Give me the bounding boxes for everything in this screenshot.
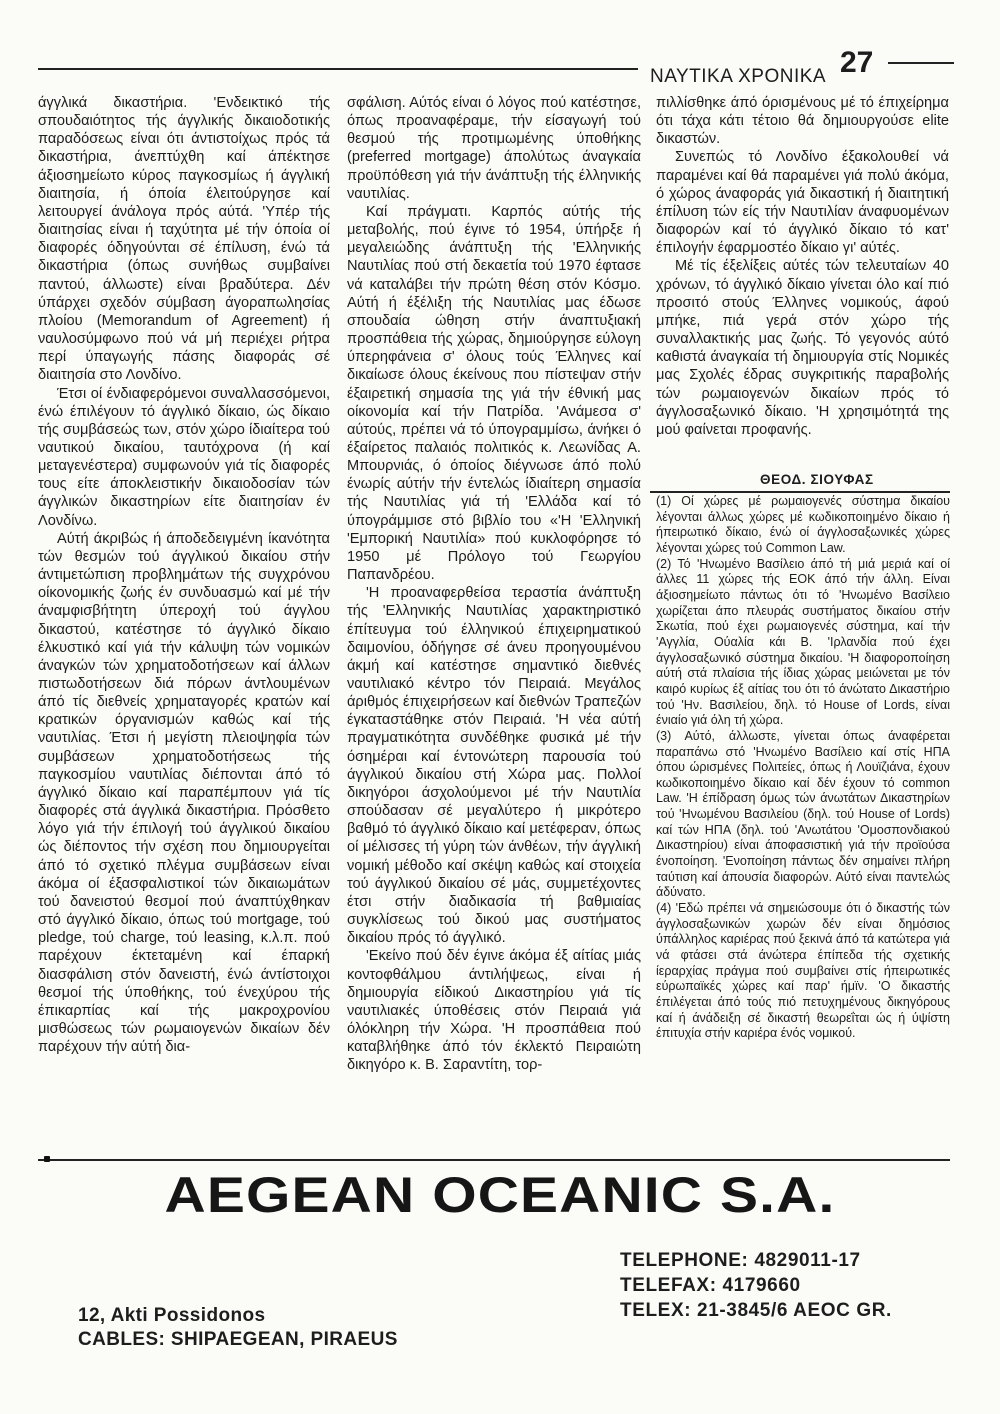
article-paragraph: Καί πράγματι. Καρπός αύτής τής μεταβολής, πού έγινε τό 1954, ύπήρξε ή μεγαλειώδης άνάπτυξη τής 'Ελληνικής Ναυτιλίας πού στή δεκαετία τού 1970 έφτασε νά καταλάβει τήν πρώτη θέση στόν Κόσμο. Αύτή ή έξέλιξη τής Ναυτιλίας μας έδωσε σπουδαία ώθηση στήν άναπτυξιακή προσπάθεια τής χώρας, δημιούργησε εύλογη ύπερηφάνεια σ' όλους τούς Έλληνες καί δικαίωσε όλους έκείνους που πίστεψαν στήν έξαιρετική σημασία της γιά τήν έθνική μας οίκονομία καί τήν Πατρίδα. 'Ανάμεσα σ' αύτούς, πρέπει νά τό ύπογραμμίσω, άνήκει ό έξαίρετος παλαιός πολιτικός κ. Λεωνίδας Α. Μπουρνιάς, ό όποίος διέγνωσε άπό πολύ ένωρίς αύτήν τήν έντελώς ίδιαίτερη σημασία τής Ναυτιλίας γιά τή 'Ελλάδα καί τό ύπογράμμισε στό βιβλίο του «'Η 'Ελληνική 'Εμπορική Ναυτιλία» πού κυκλοφόρησε τό 1950 μέ Πρόλογο τού Γεωργίου Παπανδρέου. <box>347 203 641 584</box>
footnote: (3) Αύτό, άλλωστε, γίνεται όπως άναφέρεται παραπάνω στό 'Ηνωμένο Βασίλειο καί στίς ΗΠΑ όπου ώρισμένες Πολιτείες, όπως ή Λουϊζιάνα, έχουν κωδικοποιημένο δίκαιο καί δέν έχουν τό common Law. 'Η έπίδραση όμως τών άνωτάτων Δικαστηρίων τού 'Ηνωμένου Βασιλείου (δηλ. τού House of Lords) καί τών ΗΠΑ (δηλ. τού 'Ανωτάτου 'Ομοσπονδιακού Δικαστηρίου) είναι άποφασιστική γιά τήν προϊούσα ένοποίηση. 'Ενοποίηση πάντως δέν σημαίνει πλήρη ταύτιση καί άπουσία διαφορών. Αύτό είναι παντελώς άδύνατο. <box>656 728 950 900</box>
author-signature: ΘΕΟΔ. ΣΙΟΥΦΑΣ <box>760 472 874 487</box>
header-rule-right <box>888 62 954 64</box>
advertisement-divider <box>38 1159 950 1161</box>
advertiser-telex: TELEX: 21-3845/6 AEOC GR. <box>620 1300 892 1321</box>
footnote: (1) Οί χώρες μέ ρωμαιογενές σύστημα δικαίου λέγονται άλλως χώρες μέ κωδικοποιημένο δίκαιο ή ήπειρωτικό δίκαιο, ένώ οί άγγλοσαξωνικές χώρες λέγονται χώρες τού Common Law. <box>656 494 950 555</box>
divider-bullet <box>44 1156 50 1162</box>
article-column-1 <box>38 94 330 1156</box>
article-paragraph: πιλλίσθηκε άπό όρισμένους μέ τό έπιχείρημα ότι τάχα κάτι τέτοιο θά δημιουργούσε elite δικαστών. <box>656 95 949 148</box>
advertiser-cables: CABLES: SHIPAEGEAN, PIRAEUS <box>78 1329 398 1350</box>
article-column-2 <box>347 94 641 1156</box>
article-paragraph: 'Εκείνο πού δέν έγινε άκόμα έξ αίτίας μιάς κοντοφθάλμου άντιλήψεως, είναι ή δημιουργία είδικού Δικαστηρίου γιά τίς ναυτιλιακές ύποθέσεις στόν Πειραιά γιά όλόκληρη τήν Χώρα. 'Η προσπάθεια πού καταβλήθηκε άπό τόν έκλεκτό Πειραιώτη δικηγόρο κ. Β. Σαραντίτη, τορ- <box>347 948 641 1074</box>
advertiser-telefax: TELEFAX: 4179660 <box>620 1275 801 1296</box>
article-paragraph: Έτσι οί ένδιαφερόμενοι συναλλασσόμενοι, ένώ έπιλέγουν τό άγγλικό δίκαιο, ώς δίκαιο τής συμβάσεώς των, στόν χώρο ίδιαίτερα τού ναυτικού δικαίου, ταυτόχρονα (ή καί μεταγενέστερα) συμφωνούν γιά τίς διαφορές τους είτε άποκλειστικήν δικαιοδοσίαν τών άγγλικών δικαστηρίων είτε διαιτησίαν έν Λονδίνω. <box>38 385 330 529</box>
advertiser-contacts <box>620 1248 892 1323</box>
article-paragraph: Αύτή άκριβώς ή άποδεδειγμένη ίκανότητα τών θεσμών τού άγγλικού δικαίου στήν άντιμετώπιση προβλημάτων τής συγχρόνου οίκονομικής ζωής έν συνδυασμώ καί μέ τήν άναμφισβήτητη ύπεροχή τού άγγλου δικαστού, κατέστησε τό άγγλικό δίκαιο έλκυστικό καί γιά τήν κάλυψη τών νομικών άναγκών τών χρηματοδοτήσεων καί άλλων πιστωδοτήσεων διά πόρων άντλουμένων άπό τίς διεθνείς χρηματαγορές κρατών καί κρατικών όργανισμών καθώς καί τής ναυτιλίας. Έτσι ή μεγίστη πλειοψηφία τών συμβάσεων χρηματοδοτήσεως τής παγκοσμίου ναυτιλίας διέπονται άπό τό άγγλικό δίκαιο καί παραπέμπουν γιά τίς διαφορές στά άγγλικά δικαστήρια. Πρόσθετο λόγο γιά τήν έπιλογή τού άγγλικού δικαίου ώς διέποντος τήν σχέση που δημιουργείται άπό τό σχετικό πλέγμα συμβάσεων είναι άκόμα οί έξασφαλιστικοί τών δικαιωμάτων τού δανειστού θεσμοί πού άναπτύχθηκαν στό άγγλικό δίκαιο, όπως τού mortgage, τού pledge, τού charge, τού leasing, κ.λ.π. πού παρέχουν έκτεταμένη καί έπαρκή διασφάλιση στόν δανειστή, ένώ άντίστοιχοι θεσμοί τής ύποθήκης, τού ένεχύρου τής έπικαρπίας καί τής μακροχρονίου μισθώσεως τών ρωμαιογενών δικαίων δέν παρέχουν τήν αύτή δια- <box>38 530 330 1056</box>
article-paragraph: Μέ τίς έξελίξεις αύτές τών τελευταίων 40 χρόνων, τό άγγλικό δίκαιο γίνεται όλο καί πιό προσιτό στούς Έλληνες νομικούς, άφού μπήκε, πιά γερά στόν χώρο τής συναλλακτικής μας ζωής. Τό γεγονός αύτό καθιστά άναγκαία τή δημιουργία στίς Νομικές μας Σχολές έδρας συγκριτικής παραβολής τών ρωμαιογενών δικαίων πρός τό άγγλοσαξωνικό δίκαιο. 'Η χρησιμότητά της μού φαίνεται προφανής. <box>656 258 949 438</box>
advertiser-name: AEGEAN OCEANIC S.A. <box>164 1167 836 1223</box>
advertiser-telephone: TELEPHONE: 4829011-17 <box>620 1250 861 1271</box>
article-paragraph: 'Η προαναφερθείσα τεραστία άνάπτυξη τής 'Ελληνικής Ναυτιλίας χαρακτηριστικό έπίτευγμα τού έλληνικού έπιχειρηματικού δαιμονίου, όδήγησε σέ άνευ προηγουμένου άκμή καί κατέστησε σημαντικό διεθνές ναυτιλιακό κέντρο τόν Πειραιά. Μεγάλος άριθμός έπιχειρήσεων καί διεθνών Τραπεζών έγκαταστάθηκε στόν Πειραιά. 'Η νέα αύτή πραγματικότητα συνδέθηκε φυσικά μέ τήν όσημέραι καί έντονώτερη παρουσία τού άγγλικού δικαίου στή Χώρα μας. Πολλοί δικηγόροι άσχολούμενοι μέ τήν Ναυτιλία σπούδασαν σέ μεγαλύτερο ή μικρότερο βαθμό τό άγγλικό δίκαιο καί μετέφεραν, όπως οί μέλισσες τή γύρη τών άνθέων, τήν άγγλική νομική μέθοδο καί σκέψη καθώς καί στοιχεία τού άγγλικού δικαίου σέ μάς, συμμετέχοντες έτσι στήν διαδικασία τή βαθμιαίας συγκλίσεως τού δικού μας συστήματος δικαίου πρός τό άγγλικό. <box>347 585 641 947</box>
footnote: (2) Τό 'Ηνωμένο Βασίλειο άπό τή μιά μεριά καί οί άλλες 11 χώρες τής ΕΟΚ άπό τήν άλλη. Είναι άξιοσημείωτο πάντως ότι τό 'Ηνωμένο Βασίλειο χωρίζεται άπο πλευράς συστήματος δικαίου στήν Σκωτία, πού έχει ρωμαιογενές σύστημα, καί τήν 'Αγγλία, Ούαλία κάι Β. 'Ιρλανδία πού έχει άγγλοσαξωνικό σύστημα δικαίου. 'Η διαφοροποίηση αύτή στά πλαίσια τής ίδιας χώρας μειώνεται με τόν καιρό κυρίως έξ αίτίας του ότι τό άνώτατο Δικαστήριο τού 'Ην. Βασιλείου, δηλ. τό House of Lords, είναι ένιαίο γιά όλη τή χώρα. <box>656 556 950 728</box>
publication-title: ΝΑΥΤΙΚΑ ΧΡΟΝΙΚΑ <box>650 66 827 87</box>
footnotes-rule <box>650 491 950 493</box>
advertiser-address-line: 12, Akti Possidonos <box>78 1305 266 1326</box>
advertiser-address <box>78 1304 398 1352</box>
article-paragraph: σφάλιση. Αύτός είναι ό λόγος πού κατέστησε, όπως προαναφέραμε, τήν είσαγωγή τού θεσμού τής προτιμωμένης ύποθήκης (preferred mortgage) άπολύτως άναγκαία προϋπόθεση γιά τήν άνάπτυξη τής έλληνικής ναυτιλίας. <box>347 95 641 202</box>
header-rule-left <box>38 68 638 70</box>
footnote: (4) 'Εδώ πρέπει νά σημειώσουμε ότι ό δικαστής τών άγγλοσαξωνικών χωρών δέν είναι δημόσιος ύπάλληλος καριέρας πού ξεκινά άπό τά κατώτερα γιά νά φτάσει στά άνώτερα έπίπεδα τής σχετικής ίεραρχίας πράγμα πού συμβαίνει στίς ήπειρωτικές εύρωπαϊκές χώρες καί παρ' ήμϊν. 'Ο δικαστής έπιλέγεται άπό τούς πιό πετυχημένους δικηγόρους καί ή άνάδειξη σέ δικαστή θεωρεΐται ώς ή ύψίστη έπιτυχία στήν καριέρα ένός νομικού. <box>656 901 950 1041</box>
footnotes <box>656 494 950 1084</box>
page-number: 27 <box>840 46 874 79</box>
article-paragraph: Συνεπώς τό Λονδίνο έξακολουθεί νά παραμένει καί θά παραμένει γιά πολύ άκόμα, ό χώρος άναφοράς γιά δικαστική ή διαιτητική έπίλυση τών είς τήν Ναυτιλίαν άναφυομένων διαφορών καί τό άγγλικό δίκαιο τό κατ' έπιλογήν έφαρμοστέο δίκαιο γι' αύτές. <box>656 149 949 257</box>
article-paragraph: άγγλικά δικαστήρια. 'Ενδεικτικό τής σπουδαιότητος τής άγγλικής δικαιοδοτικής παραδόσεως είναι ότι άντιστοίχως πρός τά δικαστήρια, άνεπτύχθη καί άπέκτησε άξιοσημείωτο κύρος παγκοσμίως ή άγγλική διαιτησία, ή όποία έλειτούργησε καί λειτουργεί άνάλογα πρός αύτά. 'Υπέρ τής διαιτησίας είναι ή ταχύτητα μέ τήν όποία οί διαφορές όδηγούνται σέ έπίλυση, ένώ τά δικαστήρια (όπως συνήθως συμβαίνει παντού, άλλωστε) είναι βραδύτερα. Δέν ύπάρχει σχεδόν σύμβαση άγοραπωλησίας πλοίου (Memorandum of Agreement) ή ναυλοσύμφωνο πού νά μή περιέχει ρήτρα περί ύπαγωγής πάσης διαφοράς σέ διαιτησία στο Λονδίνο. <box>38 95 330 384</box>
article-column-3 <box>656 94 949 486</box>
